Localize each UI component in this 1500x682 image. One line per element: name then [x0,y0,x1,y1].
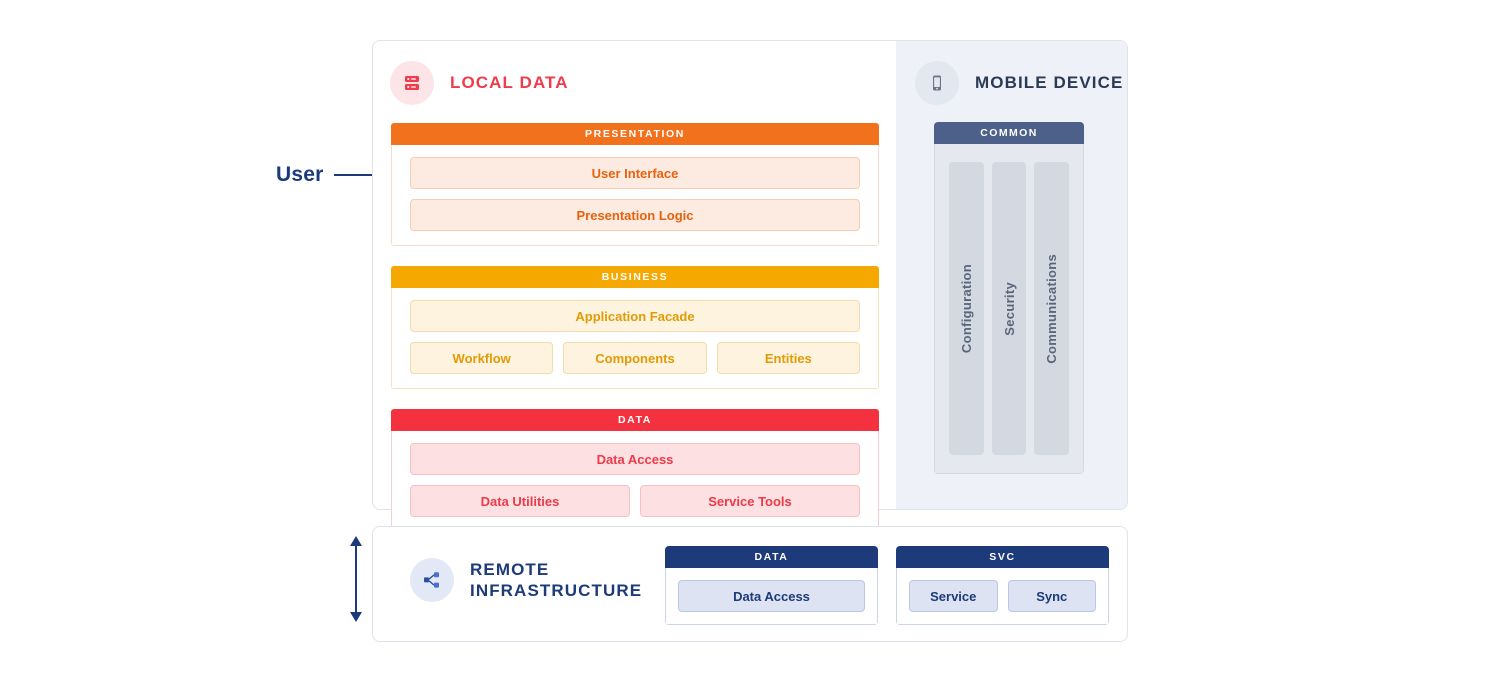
block-service-tools[interactable]: Service Tools [640,485,860,517]
block-workflow[interactable]: Workflow [410,342,553,374]
server-icon [390,61,434,105]
block-presentation-logic[interactable]: Presentation Logic [410,199,860,231]
block-data-access[interactable]: Data Access [410,443,860,475]
group-presentation [390,122,880,247]
block-data-utilities[interactable]: Data Utilities [410,485,630,517]
vertical-double-arrow-icon [348,536,364,622]
group-row [410,157,860,189]
group-common [934,122,1084,474]
network-nodes-icon [410,558,454,602]
block-service[interactable]: Service [909,580,998,612]
group-remote-svc-label: SVC [896,546,1109,568]
group-remote-data-label: DATA [665,546,878,568]
local-data-header [390,61,569,105]
group-row [410,342,860,374]
group-data-label: DATA [391,409,879,431]
user-label: User [276,163,324,186]
remote-title-line2: INFRASTRUCTURE [470,581,643,600]
group-presentation-label: PRESENTATION [391,123,879,145]
block-user-interface[interactable]: User Interface [410,157,860,189]
mobile-phone-icon [915,61,959,105]
group-business [390,265,880,390]
remote-infrastructure-title [470,559,642,602]
block-security-label: Security [1001,281,1017,336]
mobile-device-header [915,61,1123,105]
group-data [390,408,880,533]
group-row [410,199,860,231]
group-remote-data [665,546,878,625]
local-data-title: LOCAL DATA [450,73,569,93]
block-communications[interactable] [1034,162,1069,455]
group-row [410,300,860,332]
group-business-label: BUSINESS [391,266,879,288]
block-configuration-label: Configuration [958,263,974,354]
group-common-label: COMMON [934,122,1084,144]
block-entities[interactable]: Entities [717,342,860,374]
remote-title-line1: REMOTE [470,559,550,579]
block-communications-label: Communications [1044,253,1060,364]
remote-infrastructure-header [410,558,642,602]
block-security[interactable] [992,162,1027,455]
local-data-groups [390,122,880,551]
block-components[interactable]: Components [563,342,706,374]
mobile-device-title: MOBILE DEVICE [975,73,1124,93]
group-remote-svc [896,546,1109,625]
block-configuration[interactable] [949,162,984,455]
block-sync[interactable]: Sync [1008,580,1097,612]
group-row [410,485,860,517]
block-application-facade[interactable]: Application Facade [410,300,860,332]
group-row [410,443,860,475]
block-remote-data-access[interactable]: Data Access [678,580,865,612]
